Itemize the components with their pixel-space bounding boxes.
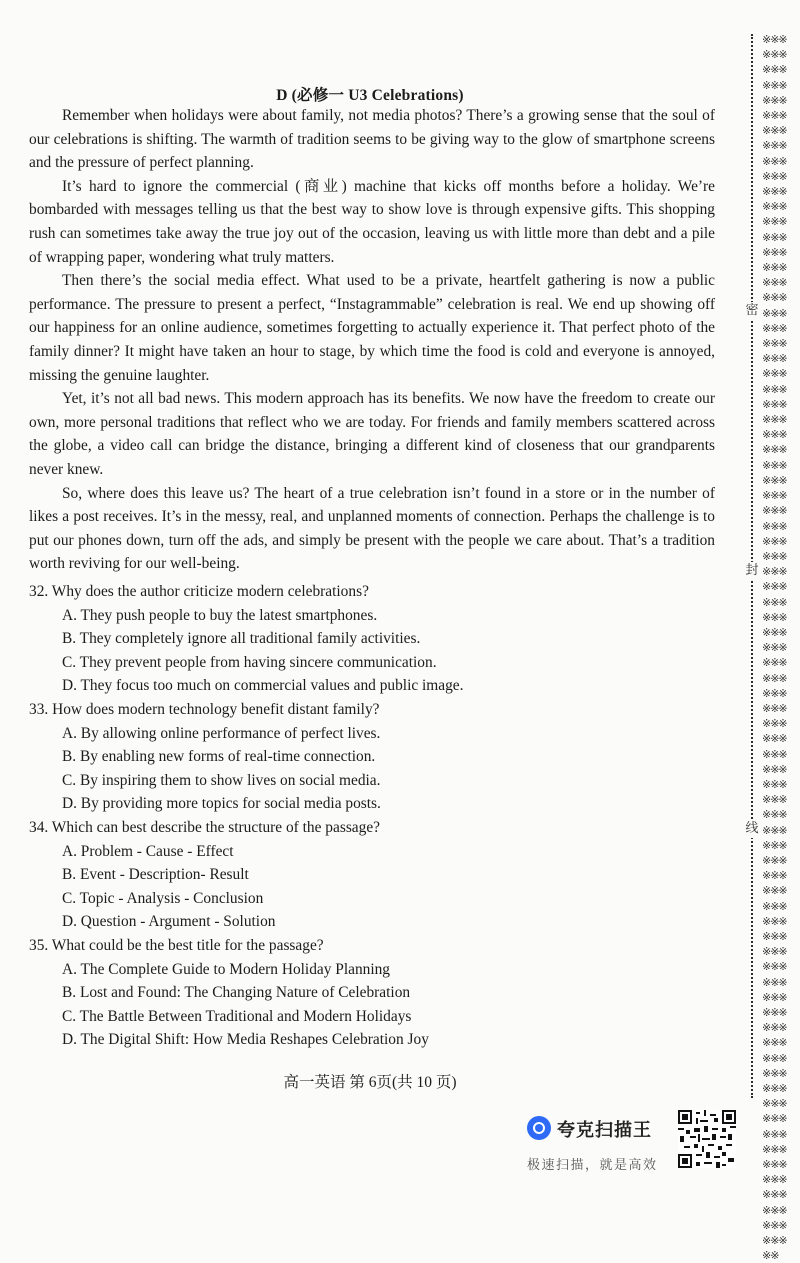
- question-list: [29, 580, 719, 1052]
- watermark-slogan: 极速扫描，就是高效: [527, 1158, 658, 1173]
- answer-option-d: D. They focus too much on commercial values and public image.: [62, 677, 464, 695]
- answer-option-a: A. They push people to buy the latest smartphones.: [62, 606, 378, 624]
- question-33: [29, 698, 719, 816]
- question-35: [29, 934, 719, 1052]
- quark-logo-icon: [527, 1116, 551, 1140]
- scanner-watermark: [527, 1108, 677, 1178]
- qr-code-icon: [678, 1110, 736, 1168]
- page-footer: 高一英语 第 6页(共 10 页): [283, 1074, 457, 1091]
- question-32: [29, 580, 719, 698]
- question-stem: 33. How does modern technology benefit distant family?: [29, 700, 380, 718]
- answer-option-c: C. By inspiring them to show lives on social media.: [62, 771, 381, 789]
- paragraph: Yet, it’s not all bad news. This modern approach has its benefits. We now have the freedom to create our own, more personal traditions that reflect who we are today. For friends and family members scattered across the globe, a video call can bridge the distance, bringing a different kind of closeness that our grandparents never knew.: [29, 390, 715, 478]
- answer-option-c: C. Topic - Analysis - Conclusion: [62, 889, 264, 907]
- answer-option-d: D. Question - Argument - Solution: [62, 913, 276, 931]
- answer-option-b: B. They completely ignore all traditional family activities.: [62, 630, 421, 648]
- paragraph: So, where does this leave us? The heart of a true celebration isn’t found in a store or in the number of likes a post receives. It’s in the messy, real, and unplanned moments of connection. Perhaps the challenge is to put our phones down, turn off the ads, and simply be present with the people we care about. That’s a tradition worth reviving for our well-being.: [29, 484, 715, 573]
- section-title: D (必修一 U3 Celebrations): [276, 87, 464, 104]
- paragraph: Remember when holidays were about family, not media photos? There’s a growing sense that the soul of our celebrations is shifting. The warmth of tradition seems to be giving way to the glow of smartphone screens and the pressure of perfect planning.: [29, 107, 715, 172]
- reading-passage: [29, 104, 715, 576]
- answer-option-b: B. Lost and Found: The Changing Nature of Celebration: [62, 984, 411, 1002]
- answer-option-c: C. They prevent people from having sincere communication.: [62, 653, 437, 671]
- answer-option-a: A. The Complete Guide to Modern Holiday Planning: [62, 960, 391, 978]
- question-stem: 34. Which can best describe the structure of the passage?: [29, 818, 381, 836]
- answer-option-d: D. By providing more topics for social media posts.: [62, 795, 381, 813]
- answer-option-a: A. Problem - Cause - Effect: [62, 842, 234, 860]
- watermark-brand: 夸克扫描王: [557, 1120, 652, 1141]
- paragraph: Then there’s the social media effect. What used to be a private, heartfelt gathering is now a public performance. The pressure to present a perfect, “Instagrammable” celebration is real. We end up showing off our happiness for an online audience, sometimes forgetting to actually experience it. That perfect photo of the family dinner? It might have taken an hour to stage, by which time the food is cold and everyone is annoyed, missing the genuine laughter.: [29, 272, 715, 384]
- seal-label-feng: 封: [742, 562, 762, 580]
- seal-label-mi: 密: [742, 302, 762, 320]
- seal-label-xian: 线: [742, 820, 762, 838]
- question-stem: 35. What could be the best title for the passage?: [29, 936, 324, 954]
- question-stem: 32. Why does the author criticize modern celebrations?: [29, 583, 369, 600]
- answer-option-c: C. The Battle Between Traditional and Modern Holidays: [62, 1007, 412, 1025]
- paragraph: It’s hard to ignore the commercial (商业) machine that kicks off months before a holiday. We’re bombarded with messages telling us that the best way to show love is through expensive gifts. This shopping rush can sometimes take away the true joy out of the occasion, leaving us with little more than debt and a pile of wrapping paper, wondering what truly matters.: [29, 177, 715, 266]
- answer-option-b: B. By enabling new forms of real-time connection.: [62, 748, 376, 766]
- answer-option-d: D. The Digital Shift: How Media Reshapes Celebration Joy: [62, 1031, 429, 1049]
- answer-option-b: B. Event - Description- Result: [62, 866, 249, 884]
- answer-option-a: A. By allowing online performance of perfect lives.: [62, 724, 381, 742]
- seal-pattern: ※※※※※※※※※※※※※※※※※※※※※※※※※※※※※※※※※※※※※※※※※※※※※※※※※※※※※※※※※※※※※※※※※※※※※※※※※※※※※※※※※※※※※※※※※※※※※※※※※※※※※※※※※※※※※※※※※※※※※※※※※※※※※※※※※※※※※※※※※※※※※※※※※※※※※※※※※※※※※※※※※※※※※※※※※※※※※※※※※※※※※※※※※※※※※※※※※※※※※※※※※※※※※※※※※※※※※※※※※※※※※※※※※※※※※※※※※※※※※※※※※※: [762, 33, 787, 1263]
- question-34: [29, 816, 719, 934]
